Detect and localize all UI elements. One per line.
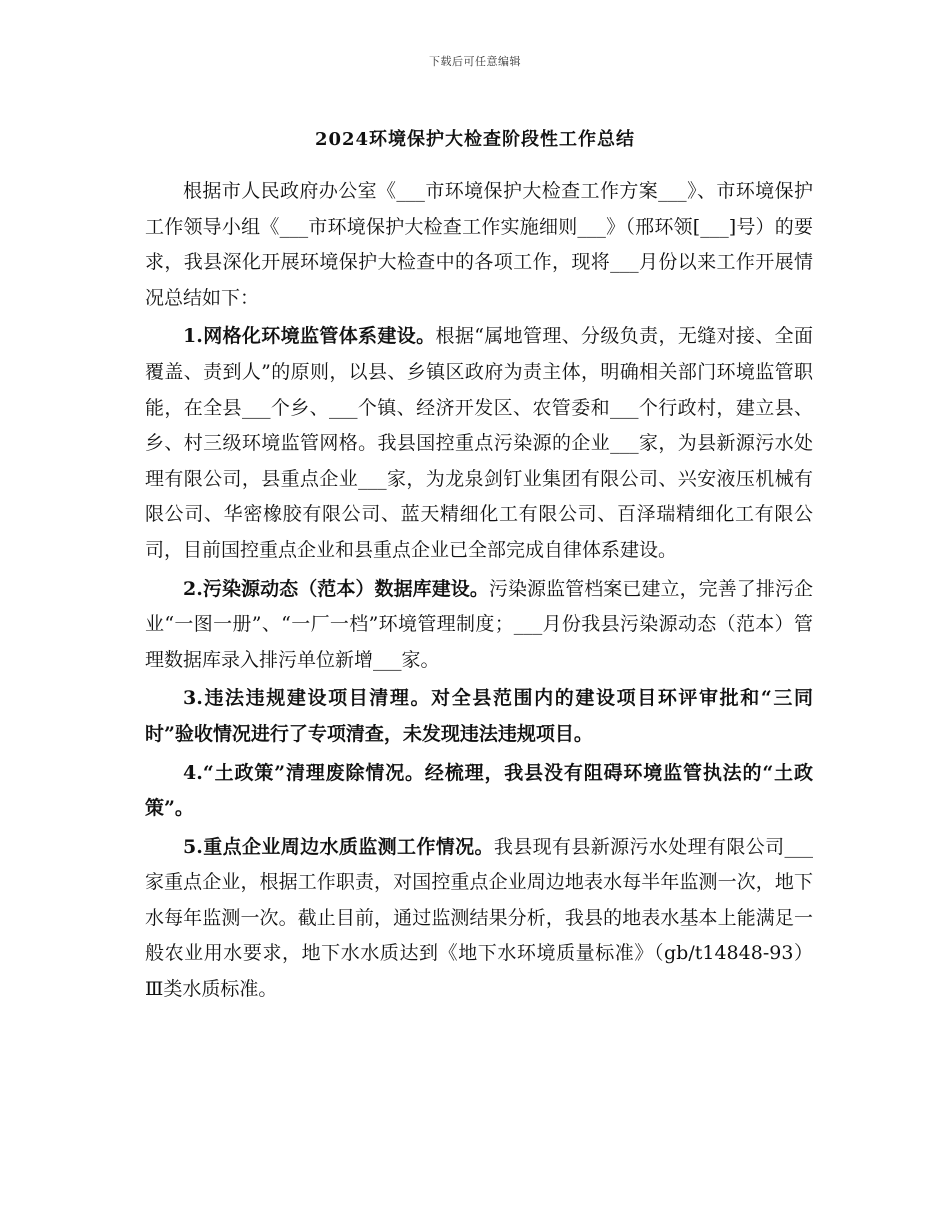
page-header: 下载后可任意编辑 bbox=[429, 55, 521, 68]
paragraph-text: 根据市人民政府办公室《___市环境保护大检查工作方案___》、市环境保护工作领导小组《___市环境保护大检查工作实施细则___》（邢环领[___]号）的要求，我县深化开展环境保护大检查中的各项工作，现将___月份以来工作开展情况总结如下： bbox=[145, 180, 813, 309]
paragraph-intro bbox=[145, 174, 813, 316]
paragraph-text: 根据“属地管理、分级负责，无缝对接、全面覆盖、责到人”的原则，以县、乡镇区政府为责主体，明确相关部门环境监管职能，在全县___个乡、___个镇、经济开发区、农管委和___个行政村，建立县、乡、村三级环境监管网格。我县国控重点污染源的企业___家，为县新源污水处理有限公司，县重点企业___家，为龙泉剑钉业集团有限公司、兴安液压机械有限公司、华密橡胶有限公司、蓝天精细化工有限公司、百泽瑞精细化工有限公司，目前国控重点企业和县重点企业已全部完成自律体系建设。 bbox=[145, 325, 813, 561]
paragraph-local-policy bbox=[145, 756, 813, 827]
paragraph-lead: 5.重点企业周边水质监测工作情况。 bbox=[183, 835, 494, 858]
paragraph-lead: 3.违法违规建设项目清理。对全县范围内的建设项目环评审批和“三同时”验收情况进行了专项清查，未发现违法违规项目。 bbox=[145, 687, 813, 745]
paragraph-lead: 1.网格化环境监管体系建设。 bbox=[183, 325, 436, 348]
paragraph-lead: 2.污染源动态（范本）数据库建设。 bbox=[183, 577, 489, 600]
document-title: 2024环境保护大检查阶段性工作总结 bbox=[314, 129, 636, 150]
paragraph-lead: 4.“土政策”清理废除情况。经梳理，我县没有阻碍环境监管执法的“土政策”。 bbox=[145, 761, 813, 820]
paragraph-water-monitoring bbox=[145, 830, 813, 1008]
document-body bbox=[145, 174, 813, 1011]
paragraph-text: 我县现有县新源污水处理有限公司___家重点企业，根据工作职责，对国控重点企业周边地表水每半年监测一次，地下水每年监测一次。截止目前，通过监测结果分析，我县的地表水基本上能满足一般农业用水要求，地下水水质达到《地下水环境质量标准》（gb/t14848-93）Ⅲ类水质标准。 bbox=[145, 835, 813, 1001]
paragraph-pollution-database bbox=[145, 572, 813, 679]
paragraph-illegal-projects bbox=[145, 681, 813, 752]
paragraph-grid-supervision bbox=[145, 319, 813, 568]
paragraph-text: 污染源监管档案已建立，完善了排污企业“一图一册”、“一厂一档”环境管理制度；___月份我县污染源动态（范本）管理数据库录入排污单位新增___家。 bbox=[145, 577, 813, 671]
